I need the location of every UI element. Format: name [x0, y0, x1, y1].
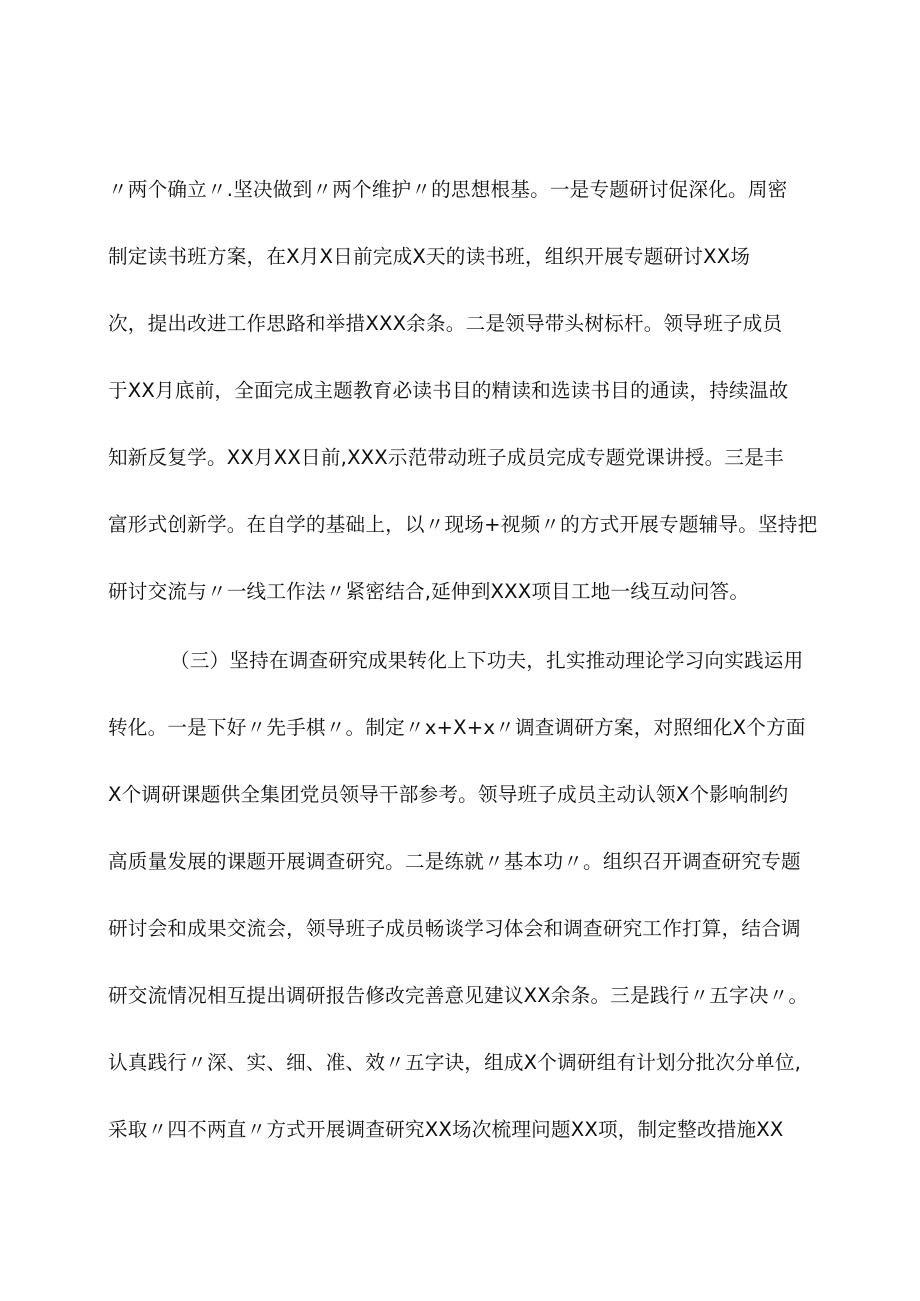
text-line-5: 知新反复学。XX月XX日前,XXX示范带动班子成员完成专题党课讲授。三是丰 [108, 446, 784, 469]
section-heading-line: （三）坚持在调查研究成果转化上下功夫，扎实推动理论学习向实践运用 [170, 649, 804, 672]
text-line-4: 于XX月底前，全面完成主题教育必读书目的精读和选读书目的通读，持续温故 [108, 379, 789, 402]
text-line-2: 制定读书班方案，在X月X日前完成X天的读书班，组织开展专题研讨XX场 [108, 245, 751, 268]
text-line-13: 研交流情况相互提出调研报告修改完善意见建议XX余条。三是践行〃五字决〃。 [108, 984, 809, 1007]
text-line-10: X个调研课题供全集团党员领导干部参考。领导班子成员主动认领X个影响制约 [108, 783, 789, 806]
text-line-6: 富形式创新学。在自学的基础上，以〃现场+视频〃的方式开展专题辅导。坚持把 [108, 513, 818, 536]
text-line-3: 次，提出改进工作思路和举措XXX余条。二是领导带头树标杆。领导班子成员 [108, 312, 783, 335]
text-line-11: 高质量发展的课题开展调查研究。二是练就〃基本功〃。组织召开调查研究专题 [108, 850, 801, 873]
text-line-9: 转化。一是下好〃先手棋〃。制定〃x+X+x〃调查调研方案，对照细化X个方面 [108, 716, 806, 739]
text-line-7: 研讨交流与〃一线工作法〃紧密结合,延伸到XXX项目工地一线互动问答。 [108, 580, 750, 603]
text-line-15: 采取〃四不两直〃方式开展调查研究XX场次梳理问题XX项，制定整改措施XX [108, 1118, 784, 1141]
text-line-14: 认真践行〃深、实、细、准、效〃五字诀，组成X个调研组有计划分批次分单位, [108, 1051, 802, 1074]
text-line-1: 〃两个确立〃.坚决做到〃两个维护〃的思想根基。一是专题研讨促深化。周密 [108, 178, 788, 201]
text-line-12: 研讨会和成果交流会，领导班子成员畅谈学习体会和调查研究工作打算，结合调 [108, 917, 801, 940]
